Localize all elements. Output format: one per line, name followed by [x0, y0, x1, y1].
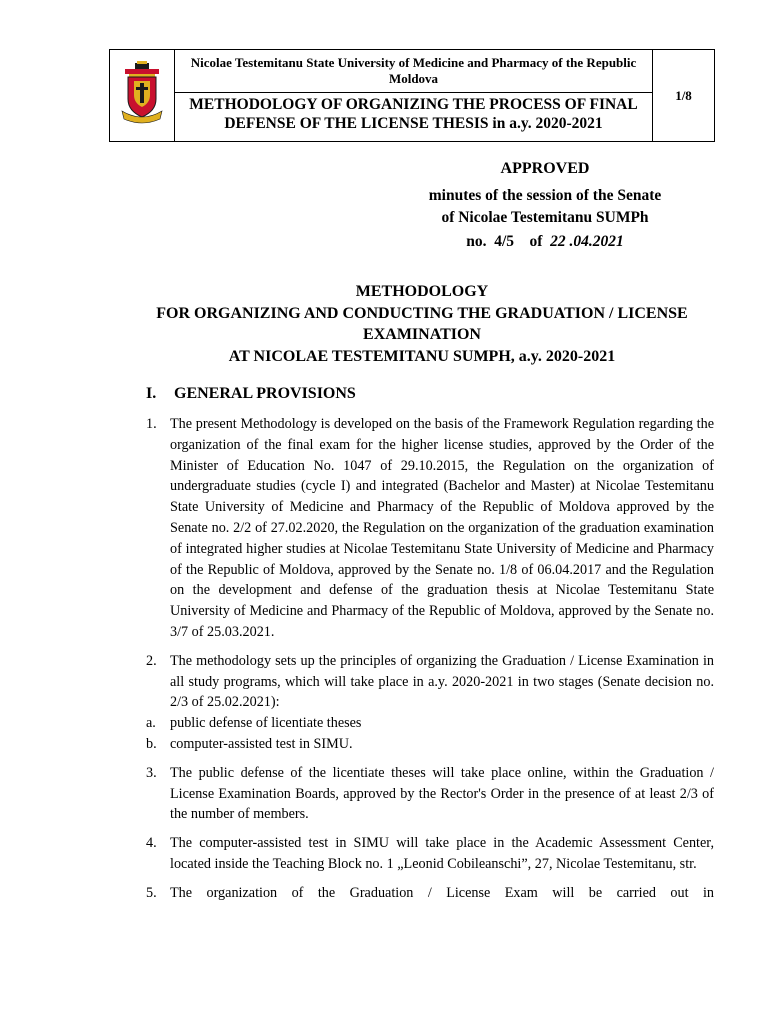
item-number: 1. [146, 416, 157, 432]
title-line-1: METHODOLOGY [355, 283, 489, 300]
provisions-list [146, 414, 714, 912]
sub-item-letter: b. [146, 735, 157, 752]
item-text: The organization of the Graduation / License Exam will be carried out in [170, 884, 714, 901]
university-crest-icon [120, 61, 164, 125]
sub-list [146, 713, 714, 755]
header-doc-title: METHODOLOGY OF ORGANIZING THE PROCESS OF FINAL DEFENSE OF THE LICENSE THESIS in a.y. 2020-2021 [189, 96, 638, 132]
university-name: Nicolae Testemitanu State University of Medicine and Pharmacy of the Republic Moldova [190, 55, 637, 86]
item-number: 2. [146, 652, 157, 669]
university-name-cell [175, 50, 653, 93]
list-item [146, 833, 714, 875]
title-line-3: EXAMINATION [363, 326, 481, 343]
document-title [110, 281, 734, 367]
sub-item-text: computer-assisted test in SIMU. [170, 735, 353, 752]
sub-item-text: public defense of licentiate theses [170, 715, 362, 732]
title-line-2: FOR ORGANIZING AND CONDUCTING THE GRADUATION / LICENSE [156, 304, 688, 322]
item-number: 5. [146, 884, 157, 901]
approval-number [380, 231, 710, 253]
approval-number-prefix: no. 4/5 of [466, 233, 551, 250]
item-text: The computer-assisted test in SIMU will take place in the Academic Assessment Center, located inside the Teaching Block no. 1 „Leonid Cobileanschi”, 27, Nicolae Testemitanu, str. [170, 835, 714, 872]
item-number: 4. [146, 835, 157, 852]
sub-item [146, 713, 714, 734]
sub-item-letter: a. [146, 715, 156, 732]
title-line-4: AT NICOLAE TESTEMITANU SUMPH, a.y. 2020-2021 [228, 347, 616, 365]
item-text: The methodology sets up the principles of organizing the Graduation / License Examination in all study programs, which will take place in a.y. 2020-2021 in two stages (Senate decision no. 2/3 of 25.02.2021): [170, 652, 714, 711]
approval-block [380, 158, 710, 253]
list-item [146, 651, 714, 713]
approval-line-2: of Nicolae Testemitanu SUMPh [441, 209, 649, 226]
item-number: 3. [146, 764, 157, 781]
approval-line-1: minutes of the session of the Senate [428, 187, 662, 204]
item-text: The public defense of the licentiate theses will take place online, within the Graduation / License Examination Boards, approved by the Rector's Order in the presence of at least 2/3 of the number of members. [170, 764, 714, 823]
sub-item [146, 734, 714, 755]
page-number: 1/8 [653, 50, 715, 142]
section-number: I. [146, 385, 157, 402]
list-item [146, 883, 714, 904]
section-heading [146, 385, 356, 403]
doc-title-cell [175, 93, 653, 142]
document-header [109, 49, 715, 142]
list-item [146, 414, 714, 643]
list-item [146, 763, 714, 825]
approved-title: APPROVED [500, 160, 590, 177]
approval-date: 22 .04.2021 [550, 233, 624, 250]
logo-cell [110, 50, 175, 142]
section-title: GENERAL PROVISIONS [174, 385, 356, 402]
item-text: The present Methodology is developed on the basis of the Framework Regulation regarding the organization of the final exam for the higher license studies, approved by the Order of the Minister of Education No. 1047 of 29.10.2015, the Regulation on the organization of undergraduate studies (cycle I) and integrated (Bachelor and Master) at Nicolae Testemitanu State University of Medicine and Pharmacy of the Republic of Moldova approved by the Senate no. 2/2 of 27.02.2020, the Regulation on the organization of the graduation examination of integrated higher studies at Nicolae Testemitanu State University of Medicine and Pharmacy of the Republic of Moldova, approved by the Senate no. 1/8 of 06.04.2017 and the Regulation on the development and defense of the graduation thesis at Nicolae Testemitanu State University of Medicine and Pharmacy of the Republic of Moldova, approved by the Senate no. 3/7 of 25.03.2021. [170, 416, 714, 640]
